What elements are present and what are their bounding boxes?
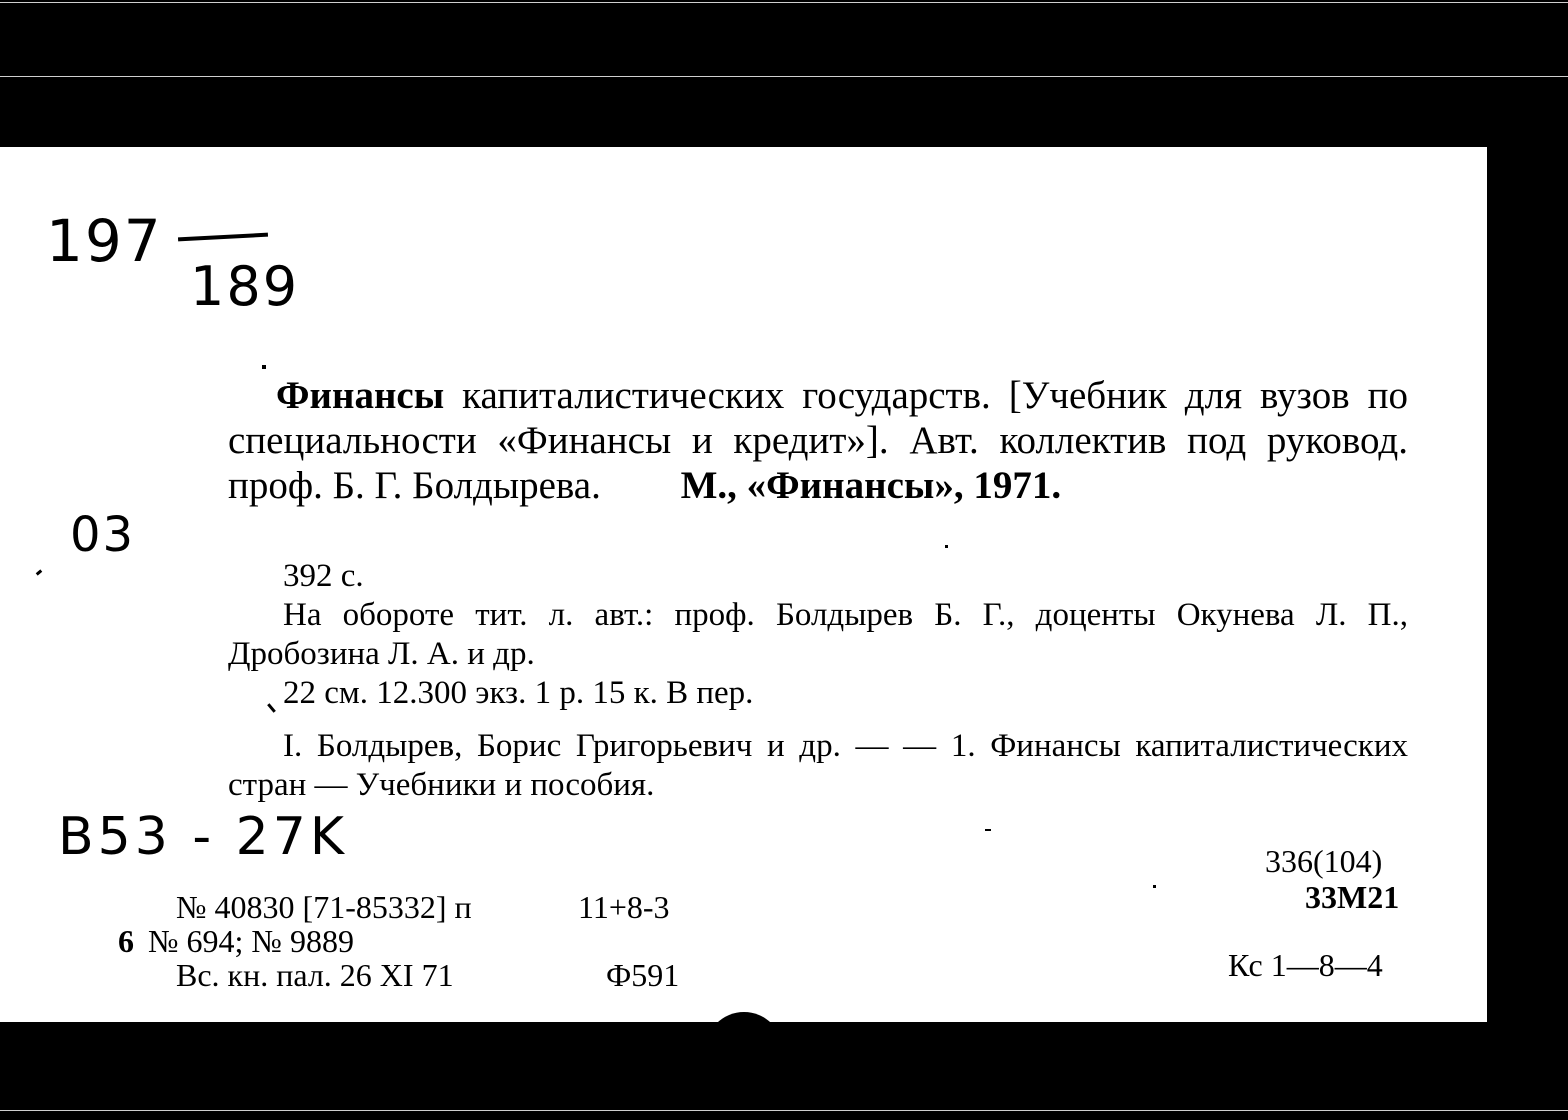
kc-code: Кс 1—8—4 [1228,947,1383,983]
shelfmark-top: 197 [46,207,163,275]
copies-line: № 694; № 9889 [148,923,354,959]
catalog-card [0,147,1487,1022]
registry-code: Ф591 [606,957,680,993]
registry-line: Вс. кн. пал. 26 XI 71 [176,957,454,993]
scan-speck [36,569,43,575]
udc-number: 336(104) [1265,843,1383,879]
scan-edge-upper [0,76,1568,77]
scan-speck [985,829,991,831]
tracings-block [228,727,1408,805]
title-rest: капиталистических государств. [Учебник для вузов по специальности «Финансы и кредит»]. Авт. коллектив под руковод. проф. Б. Г. Болдырева. [228,374,1408,507]
shelfmark-bottom: 189 [190,255,300,318]
description-block [228,557,1408,713]
scan-edge-bottom [0,1110,1568,1111]
author-mark: 33М21 [1305,879,1400,915]
bibliographic-entry [228,373,1408,508]
margin-code: 03 [70,507,136,563]
tracings: I. Болдырев, Борис Григорьевич и др. — — 1. Финансы капиталистических стран — Учебники и пособия. [228,728,1408,803]
title-bold: Финансы [276,374,445,417]
scan-speck [1153,885,1156,888]
punch-hole [705,1012,783,1090]
order-line: № 40830 [71-85332] п [176,889,472,925]
scan-speck [262,365,266,369]
copies-number: 6 [118,923,134,959]
order-code: 11+8-3 [578,889,670,925]
bottom-code: B53 - 27K [58,807,348,867]
physical-description: 22 см. 12.300 экз. 1 р. 15 к. В пер. [283,675,754,711]
pages: 392 с. [283,558,364,594]
shelfmark-rule [178,233,268,242]
scan-speck [945,545,948,548]
scan-edge-top [0,2,1568,3]
title-verso-note: На обороте тит. л. авт.: проф. Болдырев Б. Г., доценты Окунева Л. П., Дробозина Л. А. и др. [228,597,1408,672]
publisher: М., «Финансы», 1971. [680,464,1062,507]
